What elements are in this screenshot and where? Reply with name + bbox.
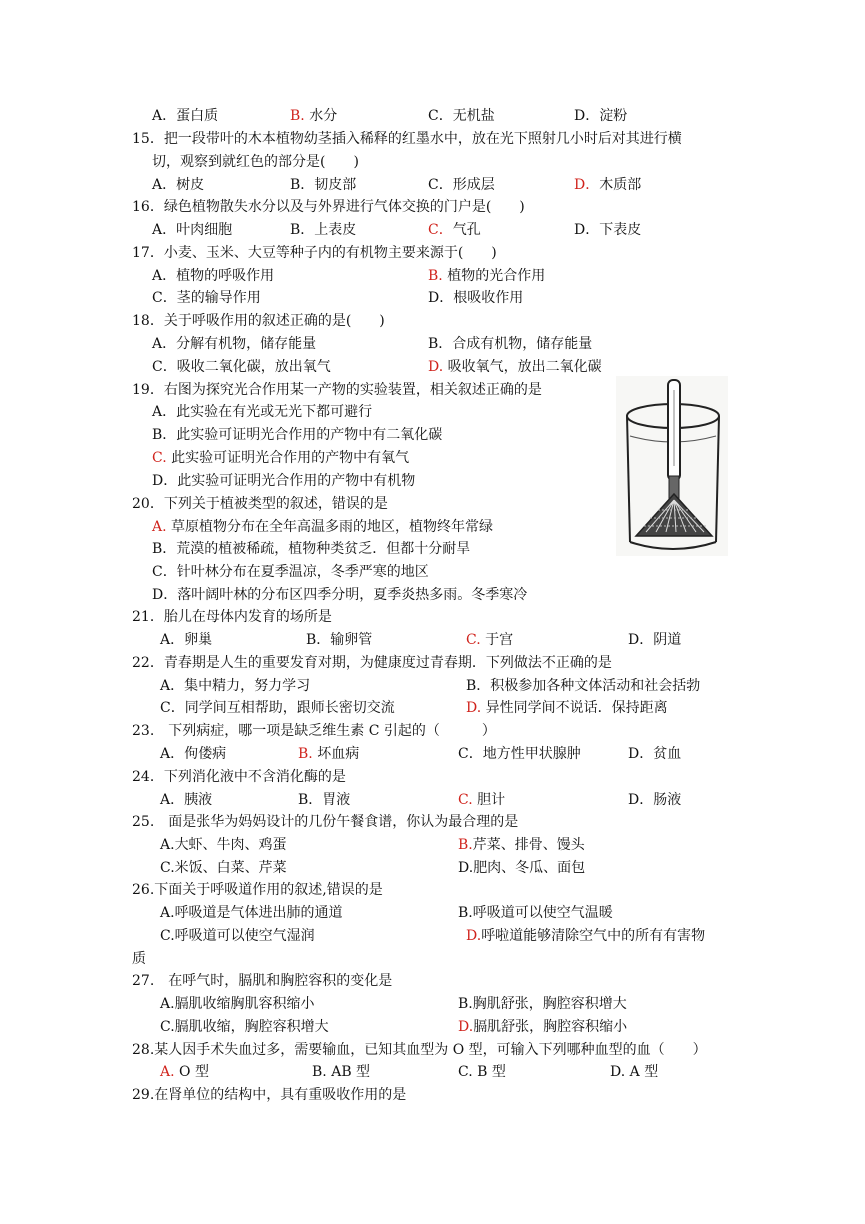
q18-stem: 18．关于呼吸作用的叙述正确的是( ): [132, 313, 385, 329]
q28-stem: 28.某人因手术失血过多，需要输血，已知其血型为 O 型，可输入下列哪种血型的血（ ）: [132, 1042, 707, 1058]
q15-stem-cont: 切，观察到就红色的部分是( ): [152, 154, 359, 170]
q25-option-d: D.肥肉、冬瓜、面包: [458, 860, 586, 876]
q28-option-b: B. AB 型: [312, 1064, 371, 1080]
q24-option-d: D．肠液: [628, 792, 682, 808]
q15-option-c: C．形成层: [428, 177, 495, 193]
q22-option-c: C．同学间互相帮助，跟师长密切交流: [160, 700, 395, 716]
q27-option-a: A.膈肌收缩胸肌容积缩小: [160, 996, 315, 1012]
q19-option-b: B．此实验可证明光合作用的产物中有二氧化碳: [152, 427, 443, 443]
beaker-funnel-test-tube-drawing: [616, 376, 728, 556]
q15-stem: 15．把一段带叶的木本植物幼茎插入稀释的红墨水中，放在光下照射几小时后对其进行横: [132, 131, 682, 147]
q18-option-c: C．吸收二氧化碳，放出氧气: [152, 359, 331, 375]
q23-stem: 23. 下列病症，哪一项是缺乏维生素 C 引起的（ ）: [132, 723, 496, 739]
q19-option-a: A．此实验在有光或无光下都可避行: [152, 404, 373, 420]
q17-option-c: C．茎的输导作用: [152, 290, 261, 306]
q14-option-a: A．蛋白质: [152, 108, 219, 124]
q17-option-b: B. 植物的光合作用: [428, 268, 546, 284]
q27-stem: 27. 在呼气时，膈肌和胸腔容积的变化是: [132, 973, 393, 989]
q16-option-c: C．气孔: [428, 222, 481, 238]
q14-option-b: B. 水分: [290, 108, 338, 124]
q14-option-d: D．淀粉: [574, 108, 628, 124]
q20-stem: 20．下列关于植被类型的叙述，错误的是: [132, 496, 388, 512]
q23-option-b: B. 坏血病: [298, 746, 360, 762]
q28-option-a: A. O 型: [160, 1064, 209, 1080]
q19-option-d: D．此实验可证明光合作用的产物中有机物: [152, 473, 416, 489]
q20-option-c: C．针叶林分布在夏季温凉，冬季严寒的地区: [152, 564, 429, 580]
q21-option-c: C. 于宫: [466, 632, 514, 648]
q25-option-b: B.芹菜、排骨、馒头: [458, 837, 585, 853]
q25-option-c: C.米饭、白菜、芹菜: [160, 860, 287, 876]
q17-option-a: A．植物的呼吸作用: [152, 268, 275, 284]
q27-option-d: D.膈肌舒张，胸腔容积缩小: [458, 1019, 628, 1035]
q14-option-c: C．无机盐: [428, 108, 495, 124]
q23-option-a: A．佝偻病: [160, 746, 227, 762]
q15-option-a: A．树皮: [152, 177, 205, 193]
q17-option-d: D．根吸收作用: [428, 290, 524, 306]
q19-stem: 19．右图为探究光合作用某一产物的实验装置，相关叙述正确的是: [132, 382, 542, 398]
q19-option-c: C. 此实验可证明光合作用的产物中有氧气: [152, 450, 410, 466]
q24-option-c: C. 胆计: [458, 792, 506, 808]
q24-option-a: A．胰液: [160, 792, 213, 808]
q22-stem: 22．青春期是人生的重要发育对期，为健康度过青春期．下列做法不正确的是: [132, 655, 612, 671]
q23-option-d: D．贫血: [628, 746, 682, 762]
q28-option-c: C. B 型: [458, 1064, 506, 1080]
q26-option-c: C.呼吸道可以使空气湿润: [160, 928, 315, 944]
q25-option-a: A.大虾、牛肉、鸡蛋: [160, 837, 287, 853]
q27-option-c: C.膈肌收缩，胸腔容积增大: [160, 1019, 329, 1035]
q24-option-b: B．胃液: [298, 792, 351, 808]
q16-option-a: A．叶肉细胞: [152, 222, 233, 238]
q21-option-b: B．输卵管: [306, 632, 373, 648]
q25-stem: 25. 面是张华为妈妈设计的几份午餐食谱，你认为最合理的是: [132, 814, 519, 830]
q29-stem: 29.在肾单位的结构中，具有重吸收作用的是: [132, 1087, 407, 1103]
q26-stem: 26.下面关于呼吸道作用的叙述,错误的是: [132, 882, 383, 898]
q18-option-b: B．合成有机物，储存能量: [428, 336, 593, 352]
q15-option-b: B．韧皮部: [290, 177, 357, 193]
q22-option-b: B．积极参加各种文体活动和社会括勃: [466, 678, 701, 694]
q22-option-d: D. 异性同学间不说话．保持距离: [466, 700, 668, 716]
q16-stem: 16．绿色植物散失水分以及与外界进行气体交换的门户是( ): [132, 199, 525, 215]
q23-option-c: C．地方性甲状腺肿: [458, 746, 581, 762]
q21-option-d: D．阴道: [628, 632, 682, 648]
q27-option-b: B.胸肌舒张，胸腔容积增大: [458, 996, 627, 1012]
q26-option-d-wrap: 质: [132, 951, 146, 967]
q21-stem: 21．胎儿在母体内发育的场所是: [132, 609, 332, 625]
q17-stem: 17．小麦、玉米、大豆等种子内的有机物主要来源于( ): [132, 245, 497, 261]
q28-option-d: D. A 型: [610, 1064, 659, 1080]
q26-option-d: D.呼啦道能够清除空气中的所有有害物: [466, 928, 706, 944]
q20-option-d: D．落叶阔叶林的分布区四季分明，夏季炎热多雨。冬季寒冷: [152, 587, 528, 603]
q21-option-a: A．卵巢: [160, 632, 213, 648]
q26-option-a: A.呼吸道是气体进出肺的通道: [160, 905, 343, 921]
q20-option-a: A. 草原植物分布在全年高温多雨的地区，植物终年常绿: [152, 519, 494, 535]
q26-option-b: B.呼吸道可以使空气温暖: [458, 905, 613, 921]
q15-option-d: D．木质部: [574, 177, 642, 193]
q18-option-a: A．分解有机物，储存能量: [152, 336, 317, 352]
experiment-apparatus-figure: [616, 376, 728, 556]
q22-option-a: A．集中精力，努力学习: [160, 678, 311, 694]
q18-option-d: D. 吸收氧气，放出二氧化碳: [428, 359, 602, 375]
q16-option-d: D．下表皮: [574, 222, 642, 238]
q20-option-b: B．荒漠的植被稀疏，植物种类贫乏．但都十分耐旱: [152, 541, 471, 557]
q24-stem: 24．下列消化液中不含消化酶的是: [132, 769, 346, 785]
q16-option-b: B．上表皮: [290, 222, 357, 238]
